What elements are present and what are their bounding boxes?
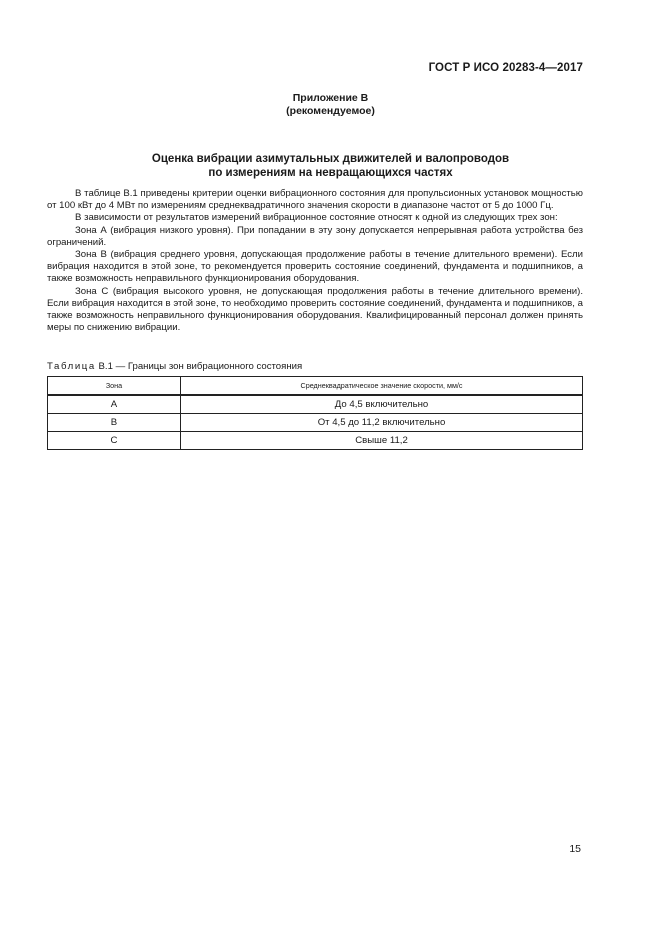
- paragraph: Зона В (вибрация среднего уровня, допускающая продолжение работы в течение длительного времени). Если вибрация находится в этой зоне, то рекомендуется проверить состояние соединений, фундамента и подшипников, а также возможность неправильного функционирования оборудования.: [47, 249, 583, 285]
- paragraph: Зона С (вибрация высокого уровня, не допускающая продолжения работы в течение длительного времени). Если вибрация находится в этой зоне, то необходимо проверить состояние соединений, фундамента и подшипников, а также возможность неправильного функционирования оборудования. Квалифицированный персонал должен принять меры по снижению вибрации.: [47, 285, 583, 334]
- table-row: [48, 395, 583, 414]
- body-text: [47, 188, 583, 334]
- title-line-2: по измерениям на невращающихся частях: [208, 167, 453, 179]
- zone-cell: А: [48, 395, 181, 414]
- table-row: [48, 432, 583, 450]
- table-header-row: [48, 377, 583, 396]
- paragraph: В зависимости от результатов измерений вибрационное состояние относят к одной из следующих трех зон:: [75, 212, 558, 224]
- vibration-zones-table: [47, 376, 583, 450]
- zone-cell: С: [48, 432, 181, 450]
- annex-heading: [0, 92, 661, 118]
- table-row: [48, 414, 583, 432]
- standard-code: ГОСТ Р ИСО 20283-4—2017: [428, 62, 583, 74]
- annex-status: (рекомендуемое): [286, 105, 375, 117]
- velocity-cell: До 4,5 включительно: [181, 395, 583, 414]
- title-line-1: Оценка вибрации азимутальных движителей и валопроводов: [151, 153, 510, 165]
- paragraph: В таблице В.1 приведены критерии оценки вибрационного состояния для пропульсионных установок мощностью от 100 кВт до 4 МВт по измерениям среднеквадратичного значения скорости в диапазоне частот от 5 до 1000 Гц.: [47, 188, 583, 212]
- header-velocity: Среднеквадратическое значение скорости, мм/с: [181, 377, 583, 396]
- table-caption-label: Таблица: [47, 361, 96, 372]
- velocity-cell: Свыше 11,2: [181, 432, 583, 450]
- header-zone: Зона: [48, 377, 181, 396]
- velocity-cell: От 4,5 до 11,2 включительно: [181, 414, 583, 432]
- paragraph: Зона А (вибрация низкого уровня). При попадании в эту зону допускается непрерывная работа устройства без ограничений.: [47, 224, 583, 248]
- annex-title: Приложение В: [292, 92, 369, 104]
- table-caption-text: В.1 — Границы зон вибрационного состояния: [98, 361, 303, 372]
- page-number: 15: [569, 843, 581, 855]
- table-caption: [47, 361, 302, 373]
- zone-cell: В: [48, 414, 181, 432]
- document-title: [0, 152, 661, 180]
